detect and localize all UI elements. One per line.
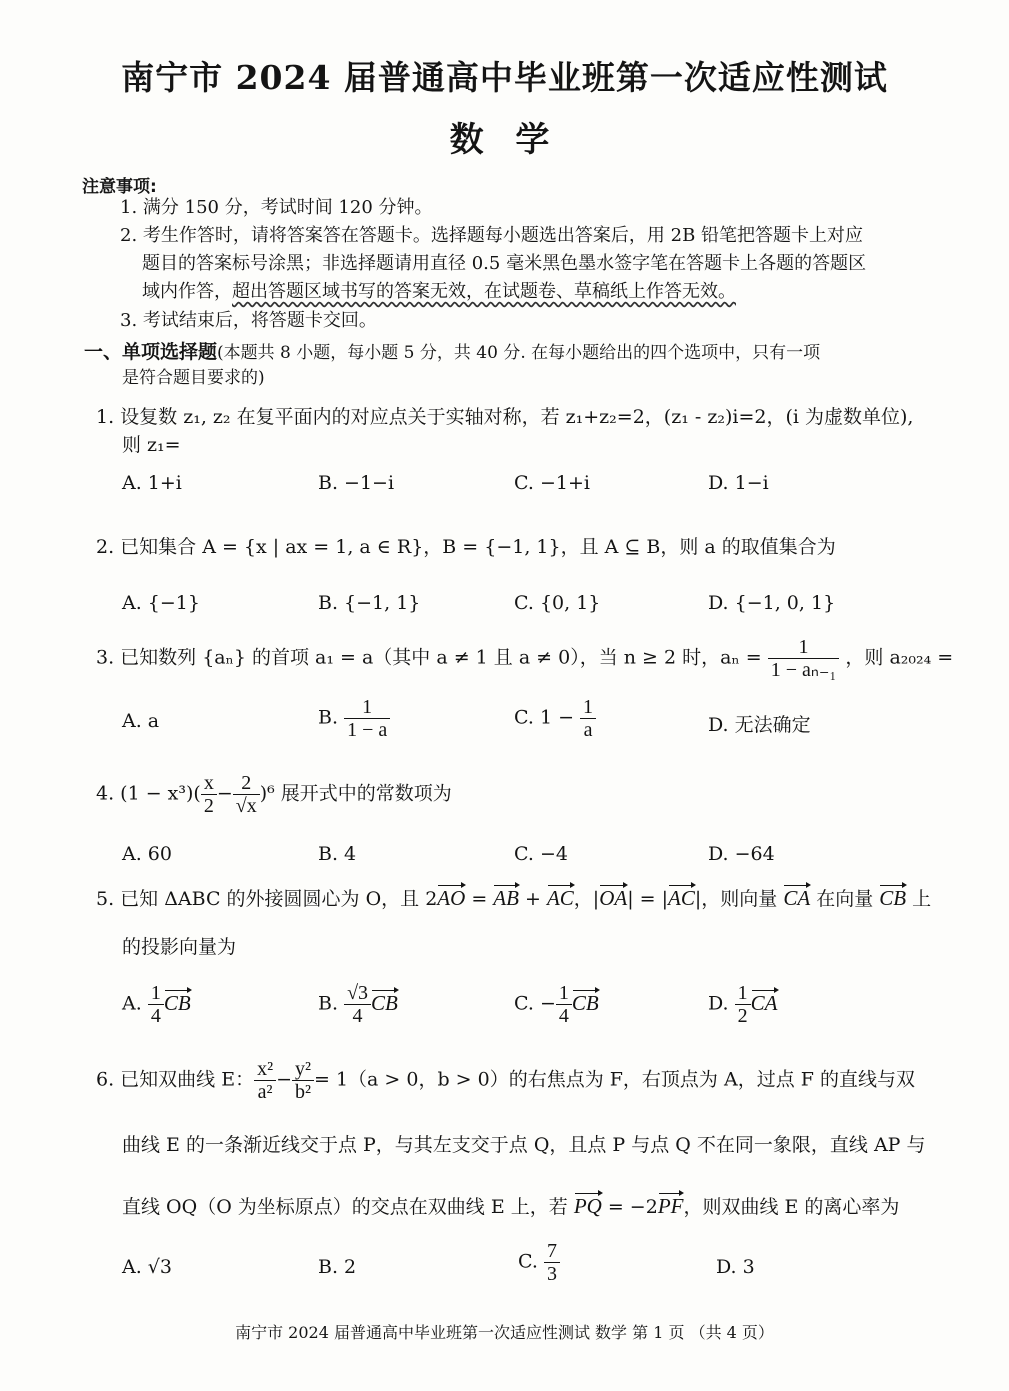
subject-title: 数 学 (449, 120, 560, 160)
q2-option-b: B. {−1, 1} (318, 592, 421, 614)
vector-ab: AB (493, 882, 519, 911)
q5-option-c-vector: CB (572, 987, 599, 1016)
q6-line3c: ，则双曲线 E 的离心率为 (683, 1196, 900, 1218)
q5-p2: ，| (573, 888, 600, 910)
q3-option-c-frac (580, 696, 596, 741)
q1-stem: 1. 设复数 z₁, z₂ 在复平面内的对应点关于实轴对称，若 z₁+z₂=2，(z₁ - z₂)i=2，(i 为虚数单位), (96, 406, 914, 428)
q5-p1: 5. 已知 ΔABC 的外接圆圆心为 O，且 2 (96, 888, 438, 910)
q6-option-c-label: C. (518, 1250, 538, 1273)
notice-item-3: 3. 考试结束后，将答题卡交回。 (120, 310, 377, 331)
q5-option-b (318, 982, 398, 1027)
q4-frac-2 (233, 772, 260, 817)
q6-option-d: D. 3 (716, 1256, 755, 1278)
q5-option-a-vector: CB (164, 987, 191, 1016)
vector-ao: AO (437, 882, 465, 911)
q5-stem (96, 882, 931, 911)
q6-lead: 6. 已知双曲线 E： (96, 1068, 255, 1091)
q3-option-c-label: C. 1 − (514, 706, 574, 729)
q5-option-c (514, 982, 599, 1027)
q6-stem-line2: 曲线 E 的一条渐近线交于点 P，与其左支交于点 Q，且点 P 与点 Q 不在同一象限，直线 AP 与 (122, 1134, 926, 1156)
q6-option-c (518, 1240, 560, 1285)
q4-minus: − (216, 782, 233, 805)
q5-option-b-label: B. (318, 992, 339, 1015)
q6-tail: = 1（a > 0，b > 0）的右焦点为 F，右顶点为 A，过点 F 的直线与双 (314, 1068, 915, 1091)
q1-stem-cont: 则 z₁= (122, 434, 181, 456)
q6-frac-1-den: a² (257, 1081, 273, 1103)
q4-frac-1-num: x (201, 772, 217, 795)
q5-option-a-frac (148, 982, 164, 1027)
section-heading (84, 337, 820, 364)
q5-option-c-num: 1 (556, 982, 572, 1005)
q5-option-c-frac (556, 982, 572, 1027)
notice-item-1: 1. 满分 150 分，考试时间 120 分钟。 (120, 197, 433, 218)
q4-option-b: B. 4 (318, 843, 357, 865)
q3-frac-num: 1 (768, 636, 840, 659)
q6-option-a: A. √3 (122, 1256, 172, 1278)
q6-stem (96, 1058, 915, 1103)
q6-option-b: B. 2 (318, 1256, 357, 1278)
q6-minus: − (276, 1068, 292, 1091)
q6-frac-2 (292, 1058, 314, 1103)
q4-frac-1 (201, 772, 217, 817)
q5-option-c-den: 4 (558, 1005, 569, 1027)
vector-oa: OA (599, 882, 627, 911)
q2-option-d: D. {−1, 0, 1} (708, 592, 836, 614)
notice-warning: 超出答题区域书写的答案无效，在试题卷、草稿纸上作答无效。 (232, 281, 736, 302)
q5-option-a-den: 4 (150, 1005, 161, 1027)
q5-p4: |，则向量 (694, 888, 784, 910)
vector-pq: PQ (574, 1190, 602, 1219)
vector-pf: PF (658, 1190, 684, 1219)
q6-option-c-num: 7 (544, 1240, 560, 1263)
q5-option-a-num: 1 (148, 982, 164, 1005)
q3-option-c-den: a (583, 719, 593, 741)
q2-option-a: A. {−1} (122, 592, 200, 614)
q5-option-c-label: C. − (514, 992, 556, 1015)
q3-option-b (318, 696, 390, 741)
q5-stem-cont: 的投影向量为 (122, 936, 237, 958)
section-label: 一、单项选择题 (84, 341, 218, 363)
q3-stem-a: 3. 已知数列 {aₙ} 的首项 a₁ = a（其中 a ≠ 1 且 a ≠ 0），当 n ≥ 2 时，aₙ = (96, 646, 762, 669)
q3-stem (96, 636, 953, 681)
q3-option-b-frac (344, 696, 390, 741)
q3-option-a: A. a (122, 710, 160, 732)
q5-plus: + (518, 888, 547, 910)
vector-cb: CB (879, 882, 906, 911)
q3-option-b-den: 1 − a (347, 719, 388, 741)
q5-option-d-label: D. (708, 992, 729, 1015)
q3-option-c (514, 696, 596, 741)
q6-frac-2-num: y² (292, 1058, 314, 1081)
q4-frac-2-num: 2 (233, 772, 260, 795)
q3-option-c-num: 1 (580, 696, 596, 719)
q4-frac-1-den: 2 (203, 795, 214, 817)
q5-option-b-num: √3 (344, 982, 371, 1005)
q3-stem-b: ，则 a₂₀₂₄ = (845, 646, 954, 669)
vector-ac: AC (547, 882, 574, 911)
notice-item-2-cont: 题目的答案标号涂黑；非选择题请用直径 0.5 毫米黑色墨水签字笔在答题卡上各题的答题区 (142, 253, 867, 274)
q5-eq: = (465, 888, 494, 910)
q1-option-a: A. 1+i (122, 472, 182, 494)
notice-item-2: 2. 考生作答时，请将答案答在答题卡。选择题每小题选出答案后，用 2B 铅笔把答题卡上对应 (120, 225, 864, 246)
q4-option-a: A. 60 (122, 843, 172, 865)
q6-stem-line3 (122, 1190, 899, 1219)
page-footer: 南宁市 2024 届普通高中毕业班第一次适应性测试 数学 第 1 页 （共 4 页） (235, 1323, 774, 1342)
q2-stem: 2. 已知集合 A = {x | ax = 1, a ∈ R}，B = {−1, 1}，且 A ⊆ B，则 a 的取值集合为 (96, 536, 836, 558)
q4-tail: )⁶ 展开式中的常数项为 (259, 782, 452, 805)
q2-option-c: C. {0, 1} (514, 592, 601, 614)
q6-line3a: 直线 OQ（O 为坐标原点）的交点在双曲线 E 上，若 (122, 1196, 574, 1218)
q6-frac-1-num: x² (254, 1058, 276, 1081)
exam-title: 南宁市 2024 届普通高中毕业班第一次适应性测试 (121, 58, 888, 97)
q5-option-d-frac (735, 982, 751, 1027)
q4-stem (96, 772, 452, 817)
q6-option-c-den: 3 (546, 1263, 557, 1285)
q5-option-d-vector: CA (751, 987, 778, 1016)
q5-option-b-vector: CB (371, 987, 398, 1016)
q5-option-a-label: A. (122, 992, 142, 1015)
q5-p6: 上 (906, 888, 932, 910)
q3-option-b-num: 1 (344, 696, 390, 719)
q5-option-d-num: 1 (735, 982, 751, 1005)
q5-option-b-frac (344, 982, 371, 1027)
q4-option-c: C. −4 (514, 843, 568, 865)
q3-fraction (768, 636, 840, 681)
q4-frac-2-den: √x (235, 795, 257, 817)
q5-p5: 在向量 (810, 888, 880, 910)
q3-option-b-label: B. (318, 706, 339, 729)
q6-frac-2-den: b² (295, 1081, 311, 1103)
q5-p3: | = | (627, 888, 669, 910)
q5-option-d-den: 2 (737, 1005, 748, 1027)
notice-item-2-cont2-text: 域内作答， (142, 281, 232, 302)
q6-frac-1 (254, 1058, 276, 1103)
q5-option-d (708, 982, 778, 1027)
q1-option-c: C. −1+i (514, 472, 590, 494)
q6-option-c-frac (544, 1240, 560, 1285)
section-desc-cont: 是符合题目要求的) (122, 368, 265, 388)
q6-line3b: = −2 (601, 1196, 658, 1218)
notice-heading: 注意事项: (82, 177, 157, 197)
q3-option-d: D. 无法确定 (708, 714, 811, 736)
vector-ac-2: AC (668, 882, 695, 911)
q1-option-b: B. −1−i (318, 472, 395, 494)
vector-ca: CA (783, 882, 810, 911)
q5-option-b-den: 4 (352, 1005, 363, 1027)
q3-frac-den: 1 − aₙ₋₁ (770, 659, 837, 681)
q5-option-a (122, 982, 191, 1027)
section-desc: (本题共 8 小题，每小题 5 分，共 40 分. 在每小题给出的四个选项中，只有一项 (217, 343, 821, 363)
q4-lead: 4. (1 − x³)( (96, 782, 201, 805)
q1-option-d: D. 1−i (708, 472, 769, 494)
notice-item-2-cont2 (142, 280, 736, 304)
q4-option-d: D. −64 (708, 843, 775, 865)
